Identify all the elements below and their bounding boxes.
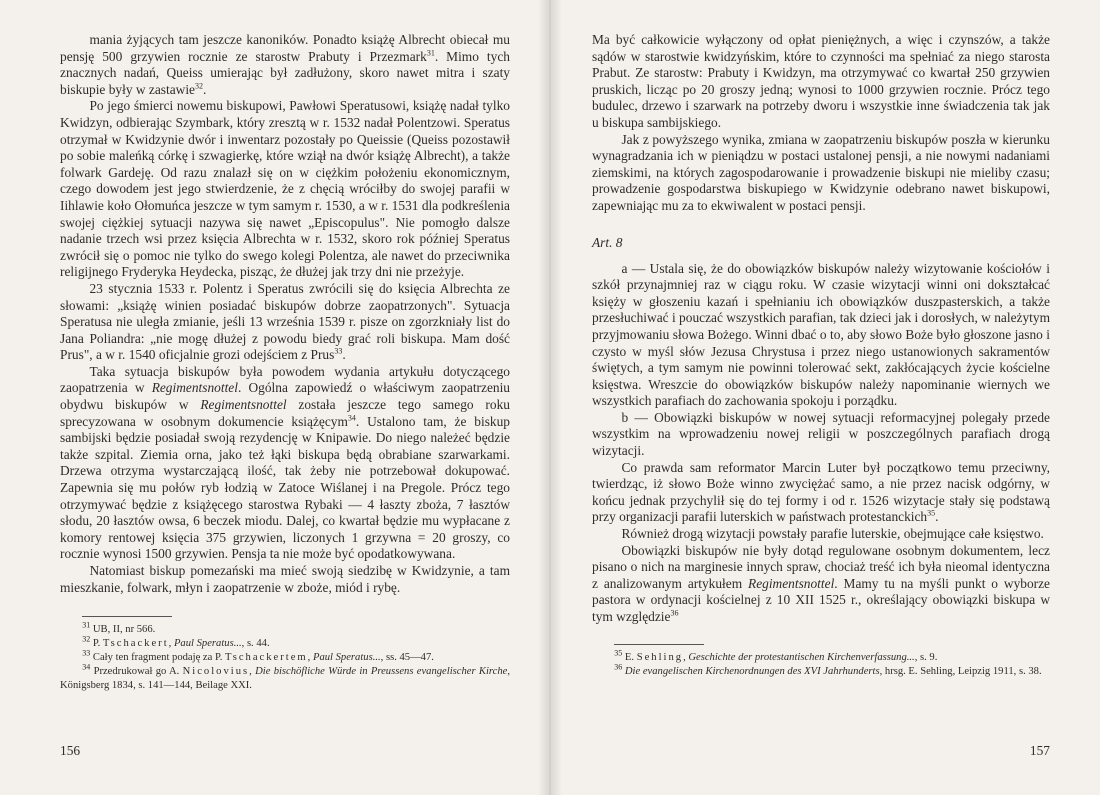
left-footnotes [60, 620, 510, 693]
footnote-ref: 32 [195, 81, 203, 91]
footnote: $^{34}$ Przedrukował go A. Nicolovius, Die bischöfliche Würde in Preussens evangelischer Kirche, Königsberg 1834, s. 141—144, Beilage XXI. [60, 662, 510, 692]
footnote: $^{31}$ UB, II, nr 566. [82, 620, 156, 636]
paragraph: b — Obowiązki biskupów w nowej sytuacji reformacyjnej polegały przede wszystkim na wprowadzeniu nowej religii w poszczególnych parafiach drogą wizytacji. [592, 409, 1050, 459]
paragraph: Obowiązki biskupów nie były dotąd regulowane osobnym dokumentem, lecz pisano o nich na marginesie innych spraw, chociaż treść ich była nieomal identyczna z analizowanym artykułem Regimentsnottel. Mamy tu na myśli punkt o wyborze pastora w ordynacji kościelnej z 10 XII 1525 r., określający obowiązki biskupa w tym względzie$^{36}$ [592, 542, 1051, 624]
book-gutter-shadow [538, 0, 562, 795]
footnote-ref: 31 [426, 48, 435, 58]
footnote-divider [614, 644, 704, 645]
paragraph: Taka sytuacja biskupów była powodem wydania artykułu dotyczącego zaopatrzenia w Regimentsnottel. Ogólna zapowiedź o właściwym zaopatrzeniu obydwu biskupów w Regimentsnottel została jeszcze tego samego roku sprecyzowana w osobnym dokumencie książęcym$^{34}$. Ustalono tam, że biskup sambijski będzie posiadał swoją rezydencję w Knipawie. Do niego należeć będzie także szpital. Ziemia orna, jako też łąki biskupa będą obrabiane szarwarkami. Drzewa otrzyma wystarczającą ilość, tak żeby nie potrzebował dokupować. Zapewnia się mu połów ryb łodzią w Zatoce Wiślanej i na Pregole. Prócz tego otrzymywać będzie z książęcego starostwa Rybaki — 4 łaszty zboża, 7 łasztów słodu, 20 łasztów owsa, 6 beczek miodu. Dalej, co kwartał będzie mu wypłacane z komory rentowej księcia 375 grzywien, liczonych 1 grzywna = 20 groszy, co rocznie wynosi 1500 grzywien. Pensja ta nie może być opodatkowywana. [60, 363, 510, 562]
paragraph: Natomiast biskup pomezański ma mieć swoją siedzibę w Kwidzynie, a tam mieszkanie, folwark, młyn i zaopatrzenie w zboże, miód i rybę. [60, 563, 510, 595]
paragraph: Po jego śmierci nowemu biskupowi, Pawłowi Speratusowi, książę nadał tylko Kwidzyn, odbierając Szymbark, który zresztą w r. 1532 nadał Polentzowi. Speratus otrzymał w Kwidzynie dwór i inwentarz pozostały po Queissie (Queiss pozostawił po sobie maleńką córkę i szwagierkę, które wziął na dwór książę Albrecht), a także folwark Gardeję. Od razu znalazł się on w ciężkim położeniu ekonomicznym, czego dowodem jest jego stwierdzenie, że z chęcią wróciłby do swojej parafii w Iihlawie koło Ołomuńca jeszcze w tym samym r. 1530, a w r. 1531 dla podkreślenia swojej ciężkiej sytuacji nazywa się nawet „Episcopulus". Nie pomogło dalsze nadanie trzech wsi przez księcia Albrechta w r. 1532, skoro rok później Speratus zwrócił się o pomoc nie tylko do swego kolegi Polentza, ale nawet do przeciwnika religijnego Fryderyka Heydecka, pisząc, że dłużej jak trzy dni nie przeżyje. [60, 98, 510, 280]
footnote: $^{32}$ P. Tschackert, Paul Speratus..., s. 44. [82, 634, 270, 650]
footnote: $^{36}$ Die evangelischen Kirchenordnungen des XVI Jahrhunderts, hrsg. E. Sehling, Leipzig 1911, s. 38. [614, 662, 1042, 677]
left-page-body [60, 32, 510, 596]
paragraph: Ma być całkowicie wyłączony od opłat pieniężnych, a więc i czynszów, a także sądów w starostwie kwidzyńskim, które to czynności ma spełniać za niego starosta Prabut. Ze starostw: Prabuty i Kwidzyn, ma otrzymywać co kwartał 250 grzywien pruskich, licząc po 20 groszy jedną; wynosi to 1000 grzywien rocznie. Prócz tego budulec, drzewo i szarwark na potrzeby dworu i wszystkie inne świadczenia tak jak u biskupa sambijskiego. [592, 32, 1050, 130]
footnote-ref: 35 [927, 508, 936, 518]
right-footnotes [592, 648, 1050, 679]
paragraph: Jak z powyższego wynika, zmiana w zaopatrzeniu biskupów poszła w kierunku wynagradzania ich w pieniądzu w postaci ustalonej pensji, a nie nowymi nadaniami ziemskimi, na których zagospodarowanie i prowadzenie biskupi nie mieliby czasu; prowadzenie gospodarstwa biskupiego w Kwidzynie odebrano nawet biskupowi, zapewniając mu za to ekwiwalent w postaci pensji. [592, 131, 1050, 213]
footnote-ref: 34 [347, 413, 356, 423]
section-heading: Art. 8 [592, 234, 623, 250]
paragraph: a — Ustala się, że do obowiązków biskupów należy wizytowanie kościołów i szkół przynajmniej raz w ciągu roku. W czasie wizytacji winni oni dokształcać księży w głoszeniu kazań i spełnianiu ich obowiązków duszpasterskich, a także przesłuchiwać i pouczać wszystkich parafian, tak dzieci jak i dorosłych, w należytym przyjmowaniu słowa Bożego. Winni dbać o to, aby słowo Boże było głoszone jasno i czysto w myśl słów Jezusa Chrystusa i przez niego ustanowionych sakramentów świętych, a tym samym nie powinni tolerować sekt, zakłócających życie kościelne księstwa. Wreszcie do obowiązków biskupów należy napominanie wiernych we wszystkich parafiach do zachowania spokoju i porządku. [592, 260, 1050, 409]
footnote-ref: 33 [334, 346, 343, 356]
page-number: 156 [60, 743, 81, 758]
footnote: $^{35}$ E. Sehling, Geschichte der protestantischen Kirchenverfassung..., s. 9. [614, 648, 938, 663]
paragraph: mania żyjących tam jeszcze kanoników. Ponadto książę Albrecht obiecał mu pensję 500 grzywien rocznie ze starostw Prabuty i Przezmark$^{31}$. Mimo tych znacznych nadań, Queiss umierając był zadłużony, skoro nawet mitra i szaty biskupie były w zastawie$^{32}$. [60, 32, 510, 97]
right-page [550, 0, 1100, 795]
paragraph: Również drogą wizytacji powstały parafie luterskie, obejmujące całe księstwo. [621, 526, 1044, 542]
footnote-ref: 36 [670, 608, 679, 618]
footnote: $^{33}$ Cały ten fragment podaję za P. Tschackertem, Paul Speratus..., ss. 45—47. [82, 648, 434, 664]
paragraph: Co prawda sam reformator Marcin Luter był początkowo temu przeciwny, twierdząc, iż słowo Boże winno zwyciężać samo, a nie przez nacisk odgórny, w końcu jednak przychylił się do tej formy i od r. 1526 wizytacje stały się podstawą przy organizacji parafii luterskich w państwach protestanckich$^{35}$. [592, 459, 1050, 525]
right-page-body [592, 32, 1050, 626]
footnote-divider [82, 616, 172, 617]
paragraph: 23 stycznia 1533 r. Polentz i Speratus zwrócili się do księcia Albrechta ze słowami: „książę winien posiadać biskupów dobrze zaopatrzonych". Sytuacja Speratusa nie uległa zmianie, jeśli 13 września 1539 r. pisze on zgorzkniały list do Jana Poliandra: „nie mogę dłużej z powodu biedy grać roli biskupa. Mam dość Prus", a w r. 1540 oficjalnie grozi odejściem z Prus$^{33}$. [60, 280, 510, 363]
page-number: 157 [1029, 743, 1050, 758]
